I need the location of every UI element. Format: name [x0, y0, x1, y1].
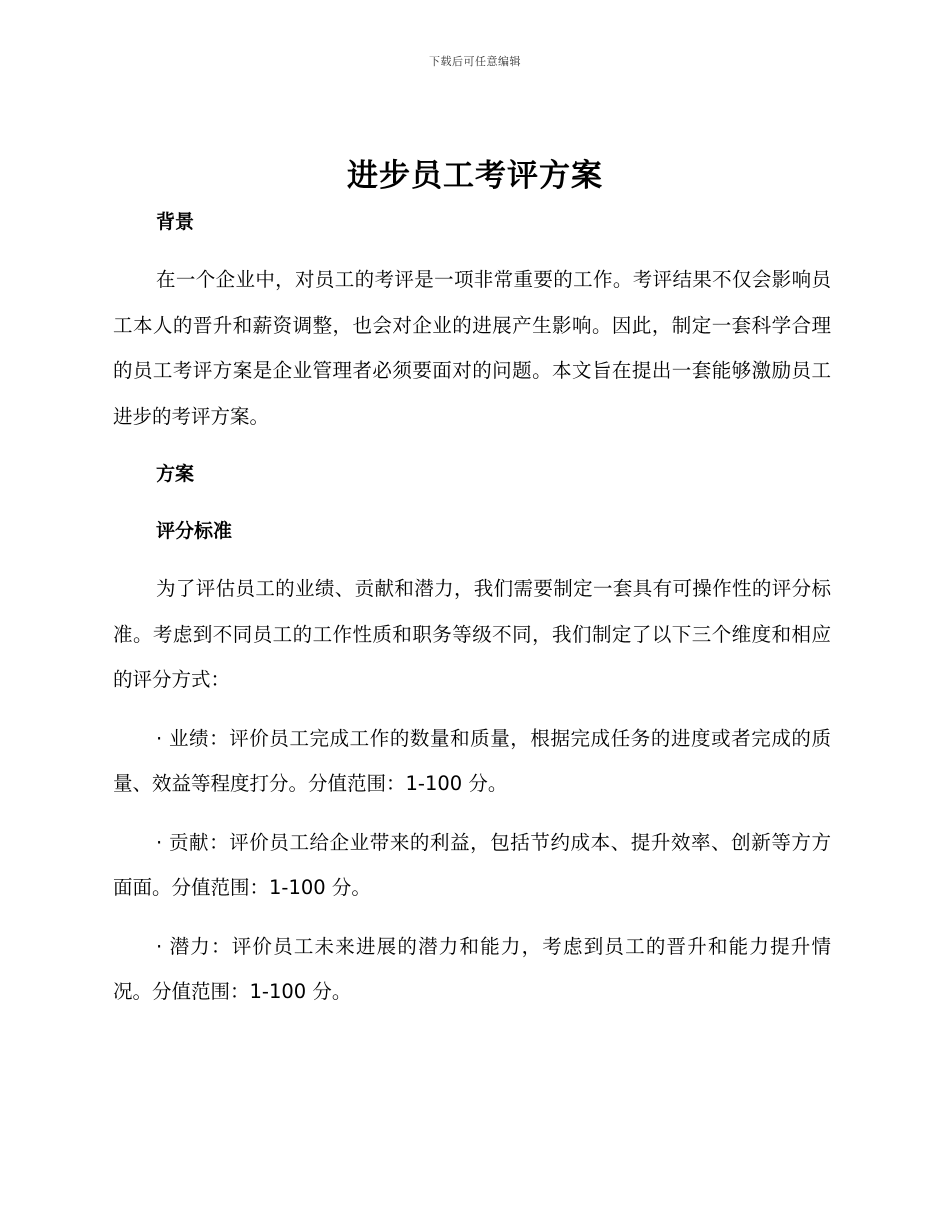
list-item-performance: · 业绩：评价员工完成工作的数量和质量，根据完成任务的进度或者完成的质量、效益等程度打分。分值范围：1-100 分。: [113, 726, 831, 795]
list-item-potential: · 潜力：评价员工未来进展的潜力和能力，考虑到员工的晋升和能力提升情况。分值范围：1-100 分。: [113, 934, 831, 1003]
page-title: 进步员工考评方案: [347, 158, 603, 194]
section-heading-plan: 方案: [156, 463, 195, 485]
section-heading-criteria: 评分标准: [156, 520, 233, 542]
section-heading-background: 背景: [156, 211, 195, 233]
document-body: [113, 200, 831, 1015]
header-note: 下载后可任意编辑: [429, 55, 521, 68]
list-item-contribution: · 贡献：评价员工给企业带来的利益，包括节约成本、提升效率、创新等方方面面。分值范围：1-100 分。: [113, 830, 831, 899]
background-paragraph: 在一个企业中，对员工的考评是一项非常重要的工作。考评结果不仅会影响员工本人的晋升和薪资调整，也会对企业的进展产生影响。因此，制定一套科学合理的员工考评方案是企业管理者必须要面对的问题。本文旨在提出一套能够激励员工进步的考评方案。: [113, 268, 831, 428]
criteria-intro-paragraph: 为了评估员工的业绩、贡献和潜力，我们需要制定一套具有可操作性的评分标准。考虑到不同员工的工作性质和职务等级不同，我们制定了以下三个维度和相应的评分方式：: [113, 577, 831, 691]
